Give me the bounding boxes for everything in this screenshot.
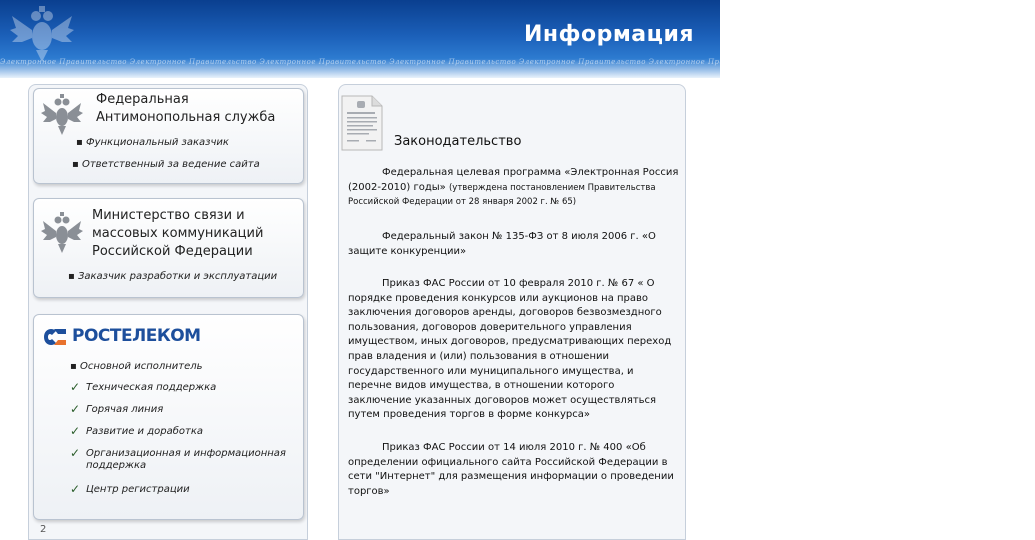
coat-of-arms-icon [40, 211, 84, 255]
fas-title-line: Федеральная [96, 92, 189, 107]
page-number: 2 [40, 524, 47, 535]
legislation-title: Законодательство [394, 134, 522, 149]
law-item: Приказ ФАС России от 10 февраля 2010 г. № 67 « О порядке проведения конкурсов или аукционов на право заключения договоров аренды, договоров безвозмездного пользования, договоров доверительного управления имуществом, иных договоров, предусматривающих переход прав владения и (или) пользования в отношении государственного или муниципального имущества, и перечне видов имущества, в отношении которого заключение указанных договоров может осуществляться путем проведения торгов в форме конкурса» [348, 278, 672, 421]
mincom-bullet: ▪ Заказчик разработки и эксплуатации [68, 271, 278, 282]
coat-of-arms-icon [40, 93, 84, 137]
law-item: Федеральный закон № 135-ФЗ от 8 июля 2006 г. «О защите конкуренции» [348, 231, 656, 257]
fas-title-line: Антимонопольная служба [96, 110, 276, 125]
check-icon: ✓ [70, 424, 81, 438]
mincom-title [92, 207, 263, 261]
list-item: ✓ Техническая поддержка [70, 380, 217, 394]
rostelecom-logo [42, 323, 201, 351]
list-item: ✓ Горячая линия [70, 402, 164, 416]
fas-bullet: ▪ Ответственный за ведение сайта [72, 159, 260, 170]
card-mincom [33, 198, 304, 298]
rostelecom-bullet: ▪ Основной исполнитель [70, 361, 203, 372]
law-item: Приказ ФАС России от 14 июля 2010 г. № 400 «Об определении официального сайта Российской Федерации в сети "Интернет" для размещения информации о проведении торгов» [348, 442, 674, 497]
coat-of-arms-icon [6, 4, 78, 64]
list-item: ✓ Организационная и информационная поддержка [70, 446, 286, 471]
page-title: Информация [524, 22, 694, 47]
list-item: ✓ Развитие и доработка [70, 424, 203, 438]
mincom-title-line: массовых коммуникаций [92, 226, 264, 241]
document-icon [340, 94, 384, 152]
check-icon: ✓ [70, 446, 81, 460]
fas-bullet: ▪ Функциональный заказчик [76, 137, 229, 148]
rostelecom-logo-text: РОСТЕЛЕКОМ [72, 326, 201, 346]
header-banner [0, 0, 1035, 78]
check-icon: ✓ [70, 380, 81, 394]
mincom-title-line: Министерство связи и [92, 208, 245, 223]
fas-title [96, 91, 275, 127]
header-pattern-strip: Электронное Правительство Электронное Правительство Электронное Правительство Электронное Правительство Электронное Правительство Электронное Правительство Электронное Правительство Электронное Правительство [0, 58, 1035, 66]
mincom-title-line: Российской Федерации [92, 244, 253, 259]
law-item: Федеральная целевая программа «Электронная Россия (2002-2010) годы» (утверждена постановлением Правительства Российской Федерации от 28 января 2002 г. № 65) [348, 167, 679, 208]
rostelecom-logo-icon [42, 325, 68, 349]
check-icon: ✓ [70, 402, 81, 416]
list-item: ✓ Центр регистрации [70, 482, 190, 496]
card-fas [33, 88, 304, 184]
card-rostelecom [33, 314, 304, 520]
check-icon: ✓ [70, 482, 81, 496]
